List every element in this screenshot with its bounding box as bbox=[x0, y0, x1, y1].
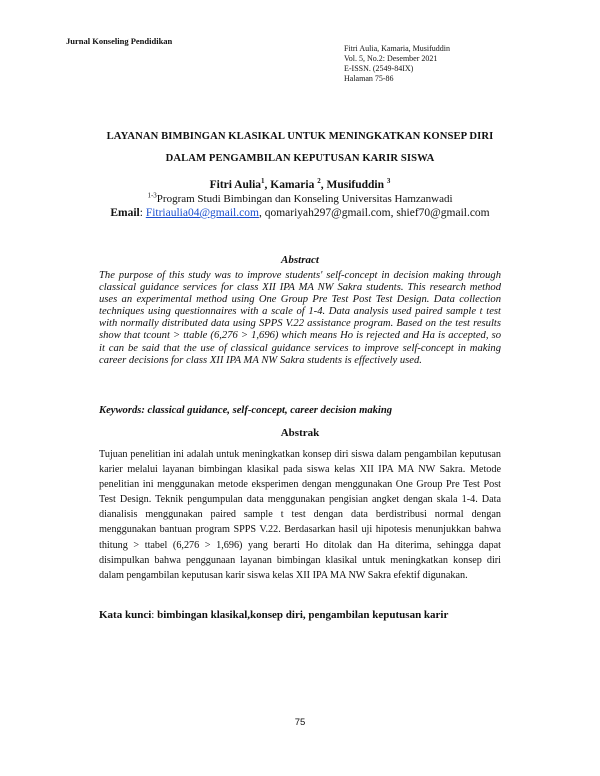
abstrak-paragraph: Tujuan penelitian ini adalah untuk meningkatkan konsep diri siswa dalam pengambilan keputusan karier melalui layanan bimbingan klasikal pada siswa kelas XII IPA MA NW Sakra. Metode penelitian ini menggunakan metode eksperimen dengan menggunakan One Group Pre Test Post Test Design. Teknik pengumpulan data menggunakan pengisian angket dengan skala 1-4. Data dianalisis menggunakan paired sample t test dengan data berdistribusi normal dengan menggunakan bantuan program SPPS V.22. Berdasarkan hasil uji hipotesis menunjukkan bahwa thitung > ttabel (6,276 > 1,696) yang berarti Ho ditolak dan Ha diterima, sehingga dapat disimpulkan bahwa penggunaan layanan bimbingan klasikal untuk meningkatkan konsep diri dalam pengambilan keputusan karir siswa kelas XII IPA MA NW Sakra efektif digunakan. bbox=[99, 449, 501, 581]
author-block bbox=[60, 178, 540, 220]
keywords-id-label: Kata kunci bbox=[99, 609, 152, 621]
keywords-id-colon: : bbox=[151, 609, 158, 621]
meta-authors: Fitri Aulia, Kamaria, Musifuddin bbox=[344, 44, 450, 53]
email-colon: : bbox=[139, 207, 146, 219]
keywords-id-values: bimbingan klasikal,konsep diri, pengambilan keputusan karir bbox=[157, 609, 449, 621]
affiliation-sup: 1-3 bbox=[147, 191, 157, 200]
meta-pages: Halaman 75-86 bbox=[344, 74, 394, 83]
author-1: Fitri Aulia bbox=[209, 179, 262, 191]
affiliation bbox=[60, 192, 540, 206]
meta-volume: Vol. 5, No.2: Desember 2021 bbox=[344, 54, 438, 63]
email-label: Email bbox=[110, 207, 140, 219]
author-separator: , bbox=[320, 179, 327, 191]
email-line bbox=[60, 206, 540, 220]
author-separator: , bbox=[264, 179, 271, 191]
abstrak-heading: Abstrak bbox=[280, 427, 320, 439]
abstract-text: The purpose of this study was to improve students' self-concept in decision making through classical guidance services for class XII IPA MA NW Sakra students. This research method uses an experimental method using One Group Pre Test Post Test Design. Data collection techniques using questionnaires with a scale of 1-4. Data analysis used paired sample t test with normally distributed data using SPPS V.22 assistance program. Based on the test results show that tcount > ttable (6,276 > 1,696) which means Ho is rejected and Ha is accepted, so it can be said that the use of classical guidance services to improve self-concept in making career decisions for class XII IPA MA NW Sakra students is effectively used. bbox=[99, 270, 501, 366]
affiliation-text: Program Studi Bimbingan dan Konseling Universitas Hamzanwadi bbox=[156, 193, 453, 205]
author-3: Musifuddin bbox=[326, 179, 387, 191]
article-meta bbox=[344, 44, 450, 84]
author-3-sup: 3 bbox=[386, 177, 391, 186]
journal-name: Jurnal Konseling Pendidikan bbox=[66, 36, 173, 46]
keywords-id bbox=[99, 609, 519, 621]
email-rest: , qomariyah297@gmail.com, shief70@gmail.com bbox=[258, 207, 490, 219]
abstrak-text bbox=[99, 447, 501, 583]
paper-title bbox=[60, 126, 540, 170]
abstract-heading: Abstract bbox=[281, 254, 319, 266]
author-names bbox=[60, 178, 540, 192]
title-line-1: LAYANAN BIMBINGAN KLASIKAL UNTUK MENINGKATKAN KONSEP DIRI bbox=[106, 131, 494, 142]
keywords-en: Keywords: classical guidance, self-concept, career decision making bbox=[99, 405, 393, 416]
title-line-2: DALAM PENGAMBILAN KEPUTUSAN KARIR SISWA bbox=[165, 153, 435, 164]
author-2: Kamaria bbox=[270, 179, 318, 191]
page-number: 75 bbox=[294, 717, 306, 728]
meta-issn: E-ISSN. (2549-84IX) bbox=[344, 64, 414, 73]
author-1-sup: 1 bbox=[261, 177, 265, 186]
email-link[interactable]: Fitriaulia04@gmail.com bbox=[145, 207, 259, 219]
author-2-sup: 2 bbox=[317, 177, 321, 186]
